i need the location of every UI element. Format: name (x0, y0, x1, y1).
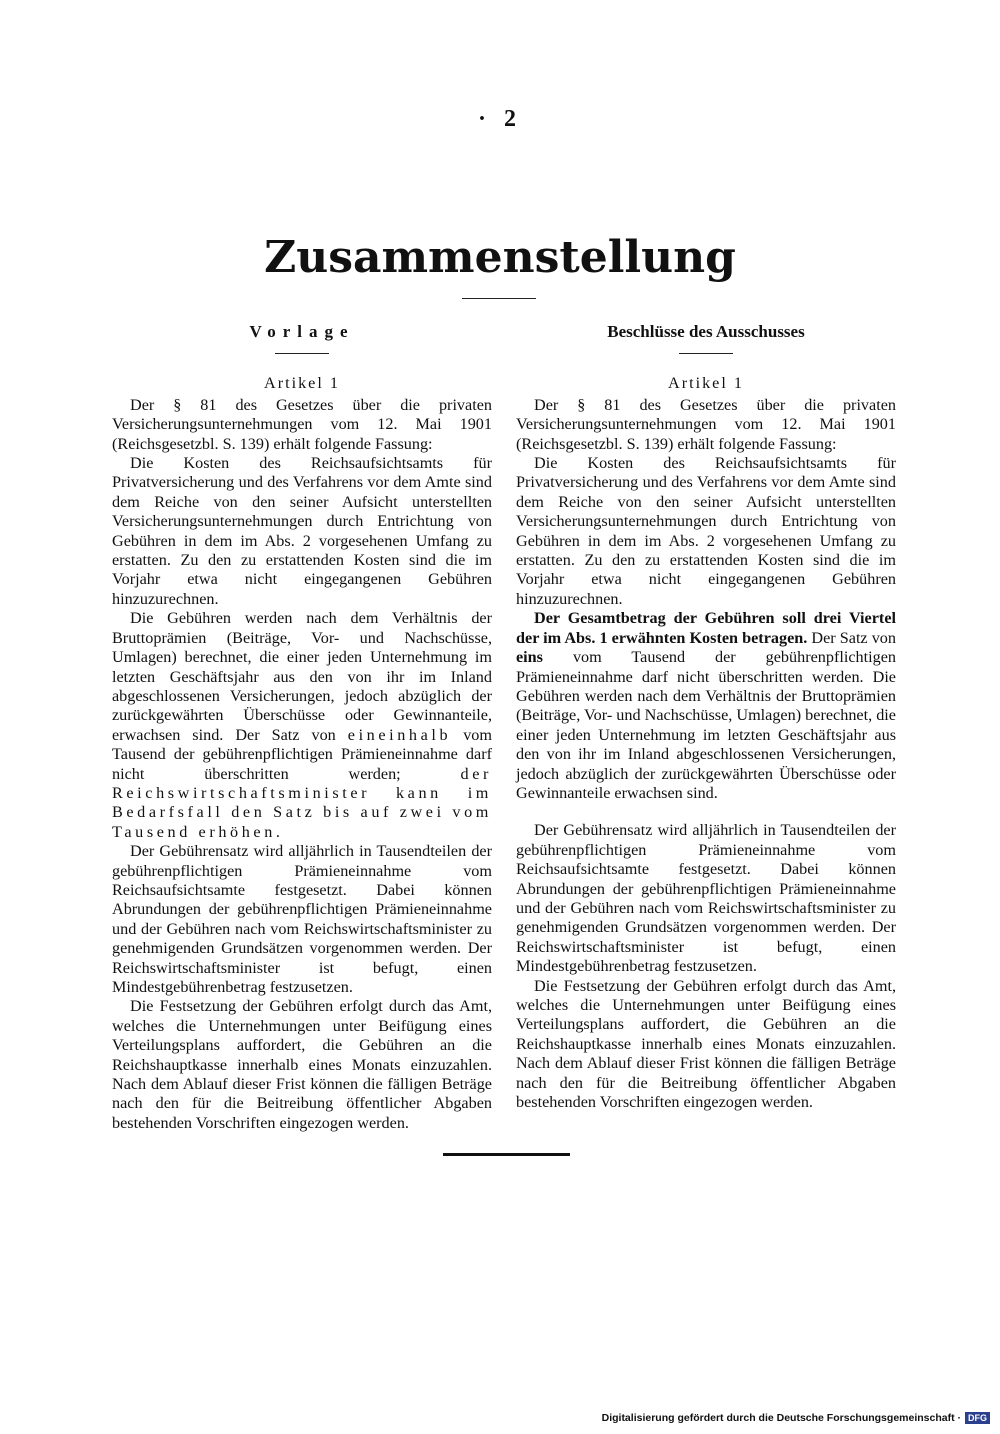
spaced-text: der Reichswirtschaftsminister kann im Bedarfsfall den Satz bis auf zwei vom Tausend erhöhen. (112, 764, 492, 841)
paragraph: Der § 81 des Gesetzes über die privaten Versicherungsunternehmungen vom 12. Mai 1901 (Reichsgesetzbl. S. 139) erhält folgende Fassung: (112, 395, 492, 453)
column-heading-vorlage: Vorlage (249, 322, 355, 341)
page-title: Zusammenstellung (264, 232, 736, 283)
paragraph: Die Kosten des Reichsaufsichtsamts für Privatversicherung und des Verfahrens vor dem Amte sind dem Reiche von den seiner Aufsicht unterstellten Versicherungsunternehmungen durch Entrichtung von Gebühren in dem im Abs. 2 vorgesehenen Umfang zu erstatten. Zu den zu erstattenden Kosten sind die im Vorjahr etwa nicht eingegangenen Gebühren hinzuzurechnen. (112, 454, 492, 608)
column-heading-beschluesse: Beschlüsse des Ausschusses (607, 322, 805, 341)
dfg-logo: DFG (965, 1412, 990, 1424)
paragraph (516, 609, 896, 803)
paragraph: Der Gebührensatz wird alljährlich in Tausendteilen der gebührenpflichtigen Prämieneinnahme vom Reichsaufsichtsamte festgesetzt. Dabei können Abrundungen der gebührenpflichtigen Prämieneinnahme und der Gebühren nach vom Reichswirtschaftsminister zu genehmigenden Grundsätzen vorgenommen werden. Der Reichswirtschaftsminister ist befugt, einen Mindestgebührenbetrag festzusetzen. (112, 842, 492, 996)
heading-divider (275, 353, 329, 354)
text-run: Der Satz von (807, 628, 896, 647)
text-run: vom Tausend der gebührenpflichtigen Prämieneinnahme darf nicht überschritten werden. Die Gebühren werden nach dem Verhältnis der Bruttoprämien (Beiträge, Vor- und Nachschüsse, Umlagen) berechnet, die einer jeden Unternehmung im letzten Geschäftsjahr aus den von ihr im Inland abgeschlossenen Versicherungen, jedoch abzüglich der zurückgewährten Überschüsse oder Gewinnanteile erwachsen sind. (516, 648, 896, 802)
paragraph: Die Festsetzung der Gebühren erfolgt durch das Amt, welches die Unternehmungen unter Beifügung eines Verteilungsplans auffordert, die Gebühren an die Reichshauptkasse innerhalb eines Monats einzuzahlen. Nach dem Ablauf dieser Frist können die fälligen Beträge nach den für die Beitreibung öffentlicher Abgaben bestehenden Vorschriften eingezogen werden. (112, 997, 492, 1132)
spaced-text: eineinhalb (347, 725, 452, 744)
bold-text: Der Gesamtbetrag der Gebühren soll drei Viertel der im Abs. 1 erwähnten Kosten betragen. (516, 609, 896, 647)
article-heading: Artikel 1 (264, 374, 340, 393)
paragraph: Die Kosten des Reichsaufsichtsamts für Privatversicherung und des Verfahrens vor dem Amte sind dem Reiche von den seiner Aufsicht unterstellten Versicherungsunternehmungen durch Entrichtung von Gebühren in dem im Abs. 2 vorgesehenen Umfang zu erstatten. Zu den zu erstattenden Kosten sind die im Vorjahr etwa nicht eingegangenen Gebühren hinzuzurechnen. (516, 454, 896, 608)
text-run: Die Gebühren werden nach dem Verhältnis der Bruttoprämien (Beiträge, Vor- und Nachschüsse, Umlagen) berechnet, die einer jeden Unternehmung im letzten Geschäftsjahr aus den von ihr im Inland abgeschlossenen Versicherungen, jedoch abzüglich der zurückgewährten Überschüsse oder Gewinnanteile, erwachsen sind. Der Satz von (112, 609, 492, 744)
page-number: · 2 (478, 106, 523, 132)
title-divider (462, 298, 536, 299)
bold-text: eins (516, 648, 543, 667)
paragraph (112, 609, 492, 842)
column-vorlage (112, 322, 492, 1133)
footer-credit (602, 1412, 990, 1424)
heading-divider (679, 353, 733, 354)
paragraph: Der Gebührensatz wird alljährlich in Tausendteilen der gebührenpflichtigen Prämieneinnahme vom Reichsaufsichtsamte festgesetzt. Dabei können Abrundungen der gebührenpflichtigen Prämieneinnahme und der Gebühren nach vom Reichswirtschaftsminister zu genehmigenden Grundsätzen vorgenommen werden. Der Reichswirtschaftsminister ist befugt, einen Mindestgebührenbetrag festzusetzen. (516, 821, 896, 976)
footer-text: Digitalisierung gefördert durch die Deutsche Forschungsgemeinschaft · (601, 1412, 961, 1424)
column-beschluesse (516, 322, 896, 1112)
paragraph: Der § 81 des Gesetzes über die privaten Versicherungsunternehmungen vom 12. Mai 1901 (Reichsgesetzbl. S. 139) erhält folgende Fassung: (516, 395, 896, 453)
paragraph: Die Festsetzung der Gebühren erfolgt durch das Amt, welches die Unternehmungen unter Beifügung eines Verteilungsplans auffordert, die Gebühren an die Reichshauptkasse innerhalb eines Monats einzuzahlen. Nach dem Ablauf dieser Frist können die fälligen Beträge nach den für die Beitreibung öffentlicher Abgaben bestehenden Vorschriften eingezogen werden. (516, 976, 896, 1112)
bottom-divider (443, 1153, 570, 1156)
text-run: vom Tausend der gebührenpflichtigen Prämieneinnahme darf nicht überschritten werden; (112, 725, 492, 783)
article-heading: Artikel 1 (668, 374, 744, 393)
